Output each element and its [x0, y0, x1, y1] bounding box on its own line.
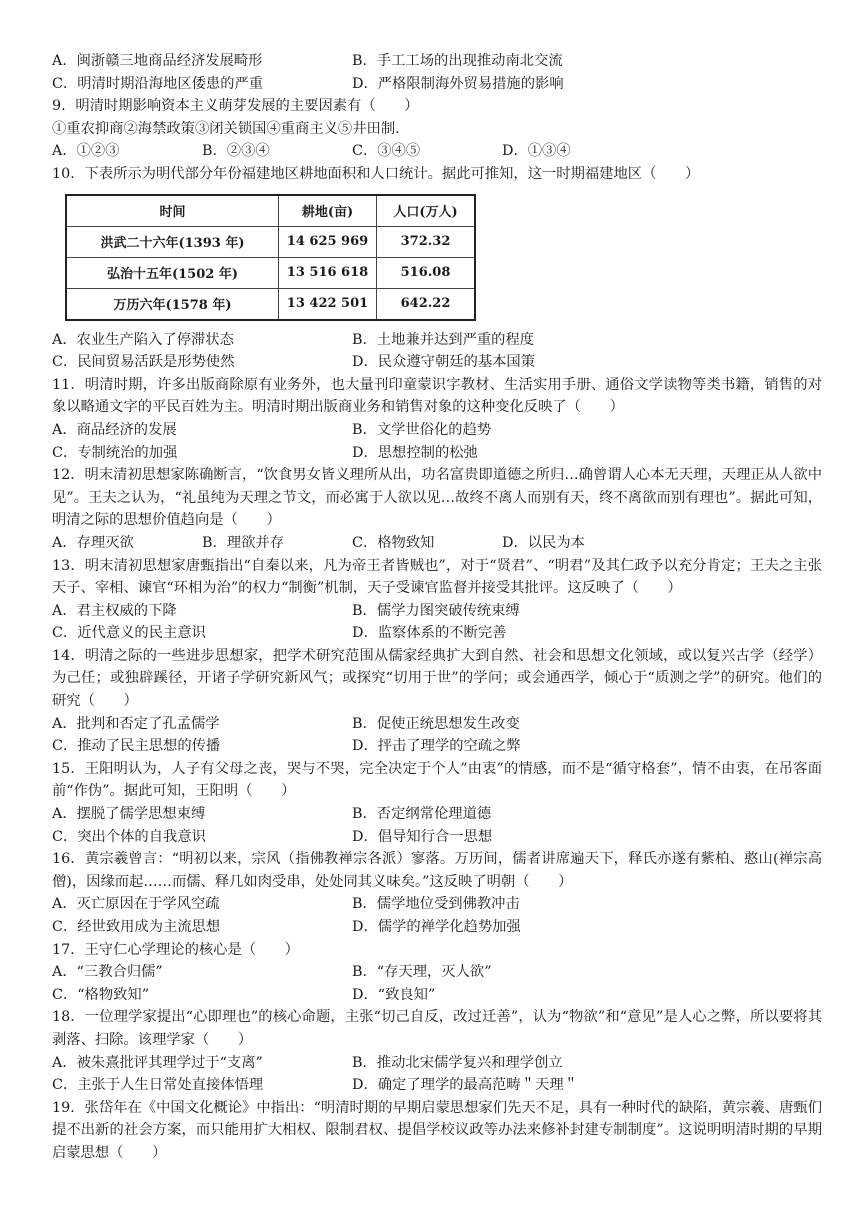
q8-option-d[interactable]: D．严格限制海外贸易措施的影响 [352, 75, 564, 92]
q12-stem: 12．明末清初思想家陈确断言，“饮食男女皆义理所从出，功名富贵即道德之所归…确曾谓人心本无天理，天理正从人欲中见”。王夫之认为，“礼虽纯为天理之节文，而必寓于人欲以见…故终不离人而别有天，终不离欲而别有理也”。据此可知，明清之际的思想价值趋向是（ ） [52, 467, 822, 529]
q8-options-row-2 [52, 73, 822, 96]
q8-option-b[interactable]: B．手工工场的出现推动南北交流 [352, 53, 563, 69]
q12-option-c[interactable]: C．格物致知 [352, 534, 435, 551]
q18-options-row-1 [52, 1052, 822, 1075]
q8-option-c[interactable]: C．明清时期沿海地区倭患的严重 [52, 75, 264, 92]
q9-options [52, 140, 822, 163]
q15-option-d[interactable]: D．倡导知行合一思想 [352, 828, 493, 845]
q14-stem: 14．明清之际的一些进步思想家，把学术研究范围从儒家经典扩大到自然、社会和思想文化领域，或以复兴古学（经学）为己任；或独辟蹊径，开诸子学研究新风气；或探究“切用于世”的学问；或会通西学，倾心于“质测之学”的研究。他们的研究（ ） [52, 647, 822, 710]
q17-option-d[interactable]: D．“致良知” [352, 986, 436, 1003]
q14-option-c[interactable]: C．推动了民主思想的传播 [52, 738, 221, 755]
q16-option-a[interactable]: A．灭亡原因在于学风空疏 [52, 896, 220, 913]
q13-option-b[interactable]: B．儒学力图突破传统束缚 [352, 602, 520, 619]
q15-options-row-2 [52, 826, 822, 849]
q14-option-b[interactable]: B．促使正统思想发生改变 [352, 715, 520, 732]
exam-page [52, 50, 822, 1165]
q10-table-wrapper [52, 186, 822, 329]
q14-option-d[interactable]: D．抨击了理学的空疏之弊 [352, 738, 521, 755]
table-cell-farmland: 13 516 618 [279, 257, 377, 288]
table-row [66, 226, 475, 257]
q18-options-row-2 [52, 1074, 822, 1097]
q19-stem: 19．张岱年在《中国文化概论》中指出：“明清时期的早期启蒙思想家们先天不足，具有一种时代的缺陷，黄宗羲、唐甄们提不出新的社会方案，而只能用扩大相权、限制君权、提倡学校议政等办法来修补封建专制制度”。这说明明清时期的早期启蒙思想（ ） [52, 1099, 822, 1161]
q18-option-c[interactable]: C．主张于人生日常处直接体悟理 [52, 1077, 264, 1094]
q13-option-a[interactable]: A．君主权威的下降 [52, 602, 177, 619]
q11-option-d[interactable]: D．思想控制的松弛 [352, 444, 478, 461]
q12-option-d[interactable]: D．以民为本 [502, 534, 585, 551]
q9-option-a[interactable]: A．①②③ [52, 143, 120, 160]
q10-option-b[interactable]: B．土地兼并达到严重的程度 [352, 331, 535, 348]
table-row [66, 288, 475, 320]
table-cell-farmland: 14 625 969 [279, 226, 377, 257]
q18-stem: 18．一位理学家提出“心即理也”的核心命题，主张“切己自反，改过迁善”，认为“物欲”和“意见”是人心之弊，所以要将其剥落、扫除。该理学家（ ） [52, 1009, 822, 1048]
q9-option-b[interactable]: B．②③④ [202, 143, 270, 160]
q10-option-d[interactable]: D．民众遵守朝廷的基本国策 [352, 354, 536, 371]
q15-option-c[interactable]: C．突出个体的自我意识 [52, 828, 206, 845]
q14-option-a[interactable]: A．批判和否定了孔孟儒学 [52, 715, 220, 732]
q17-options-row-2 [52, 984, 822, 1007]
table-row [66, 257, 475, 288]
table-cell-time: 万历六年(1578 年) [66, 288, 279, 320]
q11-options-row-1 [52, 419, 822, 442]
q16-option-c[interactable]: C．经世致用成为主流思想 [52, 919, 221, 935]
q17-options-row-1 [52, 961, 822, 984]
q17-option-c[interactable]: C．“格物致知” [52, 986, 150, 1003]
q18-option-b[interactable]: B．推动北宋儒学复兴和理学创立 [352, 1054, 563, 1071]
q10-options-row-1 [52, 329, 822, 352]
q15-options-row-1 [52, 803, 822, 826]
q10-option-c[interactable]: C．民间贸易活跃是形势使然 [52, 354, 235, 371]
q13-option-c[interactable]: C．近代意义的民主意识 [52, 625, 206, 642]
q11-option-b[interactable]: B．文学世俗化的趋势 [352, 421, 492, 438]
table-header-farmland: 耕地(亩) [279, 195, 377, 227]
table-cell-population: 642.22 [377, 288, 476, 320]
q17-option-a[interactable]: A．“三教合归儒” [52, 964, 163, 981]
q16-option-b[interactable]: B．儒学地位受到佛教冲击 [352, 896, 520, 913]
q10-stem: 10．下表所示为明代部分年份福建地区耕地面积和人口统计。据此可推知，这一时期福建地区（ ） [52, 165, 700, 182]
table-cell-time: 洪武二十六年(1393 年) [66, 226, 279, 257]
q10-options-row-2 [52, 351, 822, 374]
q12-option-a[interactable]: A．存理灭欲 [52, 534, 134, 551]
q8-option-a[interactable]: A．闽浙赣三地商品经济发展畸形 [52, 53, 263, 69]
q8-options-row-1 [52, 50, 822, 73]
table-header-time: 时间 [66, 195, 279, 227]
q11-options-row-2 [52, 442, 822, 465]
q10-data-table [65, 194, 476, 321]
q15-option-a[interactable]: A．摆脱了儒学思想束缚 [52, 806, 206, 823]
q9-option-d[interactable]: D．①③④ [502, 143, 571, 160]
q14-options-row-2 [52, 735, 822, 758]
table-header-row [66, 195, 475, 227]
q17-option-b[interactable]: B．“存天理，灭人欲” [352, 964, 492, 981]
q17-stem: 17．王守仁心学理论的核心是（ ） [52, 941, 299, 958]
q12-options [52, 532, 822, 555]
q15-stem: 15．王阳明认为，人子有父母之丧，哭与不哭，完全决定于个人”由衷”的情感，而不是“循守格套”，情不由衷，在吊客面前“作伪”。据此可知，王阳明（ ） [52, 760, 822, 800]
q11-option-a[interactable]: A．商品经济的发展 [52, 421, 177, 438]
table-cell-farmland: 13 422 501 [279, 288, 377, 320]
q13-option-d[interactable]: D．监察体系的不断完善 [352, 625, 507, 642]
q9-items: ①重农抑商②海禁政策③闭关锁国④重商主义⑤井田制. [52, 120, 400, 137]
table-cell-population: 516.08 [377, 257, 476, 288]
table-cell-time: 弘治十五年(1502 年) [66, 257, 279, 288]
q10-option-a[interactable]: A．农业生产陷入了停滞状态 [52, 331, 234, 348]
table-header-population: 人口(万人) [377, 195, 476, 227]
q14-options-row-1 [52, 713, 822, 736]
q11-stem: 11．明清时期，许多出版商除原有业务外，也大量刊印童蒙识字教材、生活实用手册、通俗文学读物等类书籍，销售的对象以略通文字的平民百姓为主。明清时期出版商业务和销售对象的这种变化反映了（ ） [52, 376, 822, 416]
q16-option-d[interactable]: D．儒学的禅学化趋势加强 [352, 919, 521, 935]
q9-option-c[interactable]: C．③④⑤ [352, 143, 421, 160]
q18-option-d[interactable]: D．确定了理学的最高范畴＂天理＂ [352, 1077, 578, 1094]
q15-option-b[interactable]: B．否定纲常伦理道德 [352, 806, 492, 823]
q13-options-row-1 [52, 600, 822, 623]
table-cell-population: 372.32 [377, 226, 476, 257]
q12-option-b[interactable]: B．理欲并存 [202, 534, 284, 551]
q18-option-a[interactable]: A．被朱熹批评其理学过于“支离” [52, 1054, 263, 1071]
q13-options-row-2 [52, 622, 822, 645]
q13-stem: 13．明末清初思想家唐甄指出“自秦以来，凡为帝王者皆贼也”，对于“贤君”、“明君”及其仁政予以充分肯定；王夫之主张天子、宰相、谏官“环相为治”的权力“制衡”机制，天子受谏官监督并接受其批评。这反映了（ ） [52, 557, 822, 597]
q16-stem: 16．黄宗羲曾言：“明初以来，宗风（指佛教禅宗各派）寥落。万历间，儒者讲席遍天下，释氏亦遂有紫柏、憨山(禅宗高僧)，因缘而起……而儒、释几如肉受串，处处同其义味矣。”这反映了明朝（ ） [52, 851, 822, 890]
q11-option-c[interactable]: C．专制统治的加强 [52, 444, 178, 461]
q16-options-row-1 [52, 893, 822, 916]
q9-stem: 9．明清时期影响资本主义萌芽发展的主要因素有（ ） [52, 98, 419, 115]
q16-options-row-2 [52, 916, 822, 939]
